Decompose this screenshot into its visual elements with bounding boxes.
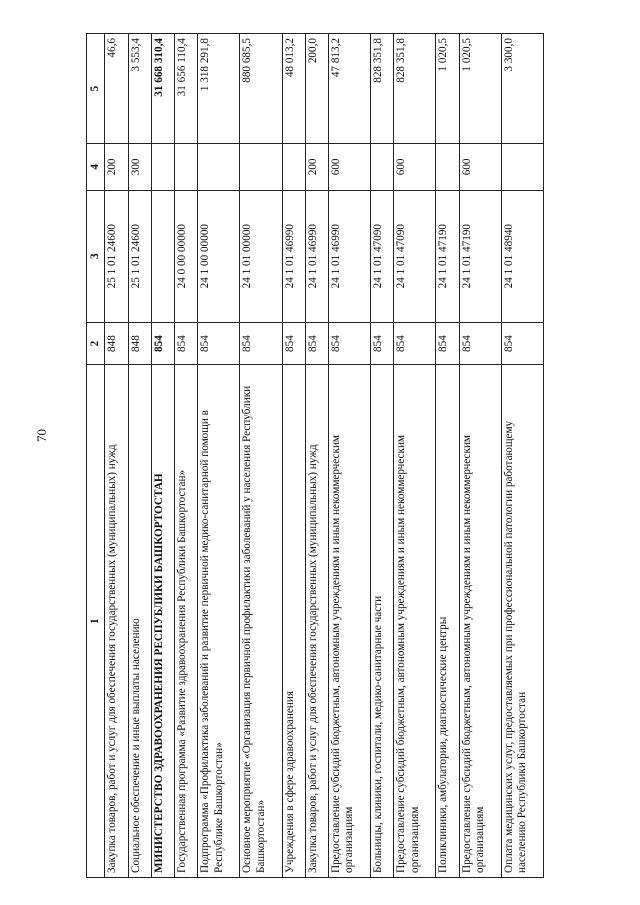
- row-amount-cell: 31 668 310,4: [151, 34, 174, 144]
- row-code-cell: 854: [328, 322, 370, 365]
- row-expense-type-cell: [175, 144, 198, 190]
- row-amount-cell: 1 318 291,8: [198, 34, 240, 144]
- row-expense-type-cell: [240, 144, 282, 190]
- row-target-article-cell: 24 1 01 47190: [436, 190, 459, 322]
- table-row: [328, 34, 370, 878]
- row-name-cell: Поликлиники, амбулатории, диагностические центры: [436, 365, 459, 878]
- row-target-article-cell: 24 1 01 47090: [371, 190, 394, 322]
- column-header: 4: [87, 144, 105, 190]
- row-target-article-cell: 24 1 01 48940: [501, 190, 543, 322]
- column-header: 1: [87, 365, 105, 878]
- row-name-cell: МИНИСТЕРСТВО ЗДРАВООХРАНЕНИЯ РЕСПУБЛИКИ БАШКОРТОСТАН: [151, 365, 174, 878]
- table-row: [105, 34, 128, 878]
- table-row: [459, 34, 501, 878]
- row-amount-cell: 828 351,8: [371, 34, 394, 144]
- row-amount-cell: 3 553,4: [128, 34, 151, 144]
- row-code-cell: 854: [501, 322, 543, 365]
- row-amount-cell: 47 813,2: [328, 34, 370, 144]
- row-expense-type-cell: [436, 144, 459, 190]
- table-row: [394, 34, 436, 878]
- row-code-cell: 854: [175, 322, 198, 365]
- row-amount-cell: 200,0: [305, 34, 328, 144]
- table-row: [282, 34, 305, 878]
- row-name-cell: Предоставление субсидий бюджетным, автономным учреждениям и иным некоммерческим организациям: [328, 365, 370, 878]
- row-target-article-cell: [151, 190, 174, 322]
- row-code-cell: 854: [436, 322, 459, 365]
- row-amount-cell: 48 013,2: [282, 34, 305, 144]
- row-expense-type-cell: 600: [459, 144, 501, 190]
- table-row: [305, 34, 328, 878]
- row-code-cell: 854: [198, 322, 240, 365]
- page-number: 70: [34, 429, 49, 442]
- row-name-cell: Государственная программа «Развитие здравоохранения Республики Башкортостан»: [175, 365, 198, 878]
- row-expense-type-cell: [198, 144, 240, 190]
- table-row: [501, 34, 543, 878]
- row-code-cell: 854: [305, 322, 328, 365]
- row-amount-cell: 828 351,8: [394, 34, 436, 144]
- table-row: [436, 34, 459, 878]
- row-expense-type-cell: [371, 144, 394, 190]
- row-expense-type-cell: 200: [305, 144, 328, 190]
- row-expense-type-cell: [501, 144, 543, 190]
- row-target-article-cell: 25 1 01 24600: [128, 190, 151, 322]
- table-row: [151, 34, 174, 878]
- row-code-cell: 854: [459, 322, 501, 365]
- table-row: [128, 34, 151, 878]
- row-target-article-cell: 24 1 01 46990: [282, 190, 305, 322]
- column-header: 2: [87, 322, 105, 365]
- row-amount-cell: 1 020,5: [436, 34, 459, 144]
- row-expense-type-cell: 600: [328, 144, 370, 190]
- row-code-cell: 848: [105, 322, 128, 365]
- row-target-article-cell: 24 1 01 46990: [328, 190, 370, 322]
- row-target-article-cell: 24 1 01 46990: [305, 190, 328, 322]
- row-name-cell: Больницы, клиники, госпитали, медико-санитарные части: [371, 365, 394, 878]
- row-target-article-cell: 25 1 01 24600: [105, 190, 128, 322]
- row-expense-type-cell: [151, 144, 174, 190]
- row-target-article-cell: 24 1 01 47090: [394, 190, 436, 322]
- row-amount-cell: 3 300,0: [501, 34, 543, 144]
- row-name-cell: Оплата медицинских услуг, предоставляемых при профессиональной патологии работающему населению Республики Башкортостан: [501, 365, 543, 878]
- row-target-article-cell: 24 1 00 00000: [198, 190, 240, 322]
- row-expense-type-cell: [282, 144, 305, 190]
- row-amount-cell: 1 020,5: [459, 34, 501, 144]
- table-row: [371, 34, 394, 878]
- budget-table: [86, 33, 544, 878]
- column-header: 3: [87, 190, 105, 322]
- row-code-cell: 848: [128, 322, 151, 365]
- row-code-cell: 854: [371, 322, 394, 365]
- row-amount-cell: 31 656 110,4: [175, 34, 198, 144]
- row-code-cell: 854: [394, 322, 436, 365]
- table-row: [198, 34, 240, 878]
- table-row: [175, 34, 198, 878]
- row-expense-type-cell: 600: [394, 144, 436, 190]
- row-amount-cell: 880 685,5: [240, 34, 282, 144]
- row-name-cell: Основное мероприятие «Организация первичной профилактики заболеваний у населения Республики Башкортостан»: [240, 365, 282, 878]
- row-amount-cell: 46,6: [105, 34, 128, 144]
- row-code-cell: 854: [151, 322, 174, 365]
- row-name-cell: Предоставление субсидий бюджетным, автономным учреждениям и иным некоммерческим организациям: [394, 365, 436, 878]
- row-target-article-cell: 24 0 00 00000: [175, 190, 198, 322]
- row-code-cell: 854: [240, 322, 282, 365]
- row-target-article-cell: 24 1 01 47190: [459, 190, 501, 322]
- row-name-cell: Закупка товаров, работ и услуг для обеспечения государственных (муниципальных) нужд: [105, 365, 128, 878]
- row-code-cell: 854: [282, 322, 305, 365]
- row-name-cell: Закупка товаров, работ и услуг для обеспечения государственных (муниципальных) нужд: [305, 365, 328, 878]
- row-expense-type-cell: 300: [128, 144, 151, 190]
- row-name-cell: Подпрограмма «Профилактика заболеваний и развитие первичной медико-санитарной помощи в Республике Башкортостан»: [198, 365, 240, 878]
- row-target-article-cell: 24 1 01 00000: [240, 190, 282, 322]
- rotated-page-content: [86, 33, 544, 878]
- column-header: 5: [87, 34, 105, 144]
- row-name-cell: Предоставление субсидий бюджетным, автономным учреждениям и иным некоммерческим организациям: [459, 365, 501, 878]
- row-name-cell: Социальное обеспечение и иные выплаты населению: [128, 365, 151, 878]
- table-header-row: [87, 34, 105, 878]
- table-row: [240, 34, 282, 878]
- row-expense-type-cell: 200: [105, 144, 128, 190]
- row-name-cell: Учреждения в сфере здравоохранения: [282, 365, 305, 878]
